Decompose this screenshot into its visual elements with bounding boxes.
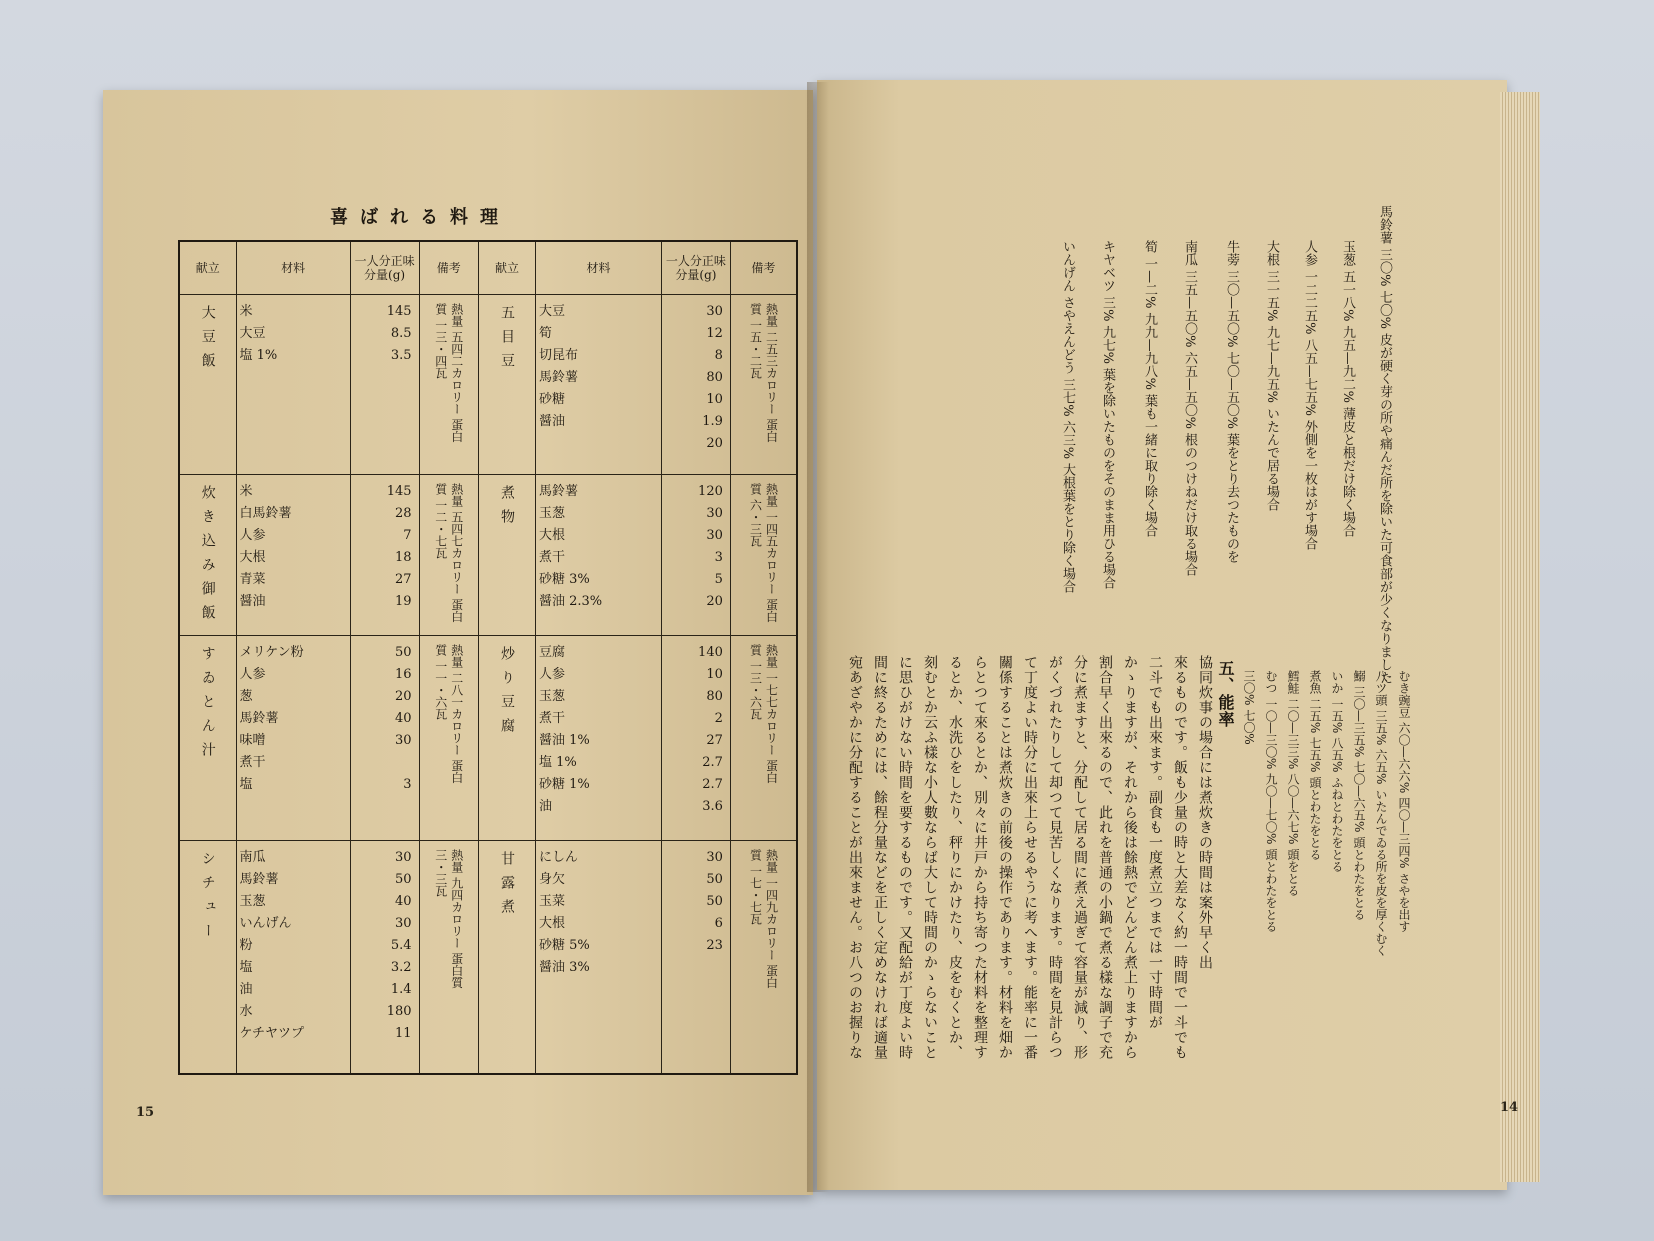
header-note: 備考 xyxy=(419,241,478,295)
body-line: に思ひがけない時間を要するものです。又配給が丁度よい時 xyxy=(897,655,913,1060)
amount: 30 xyxy=(706,506,723,521)
amount: 12 xyxy=(706,326,723,341)
ingredient: 砂糖 1% xyxy=(538,777,590,792)
body-line: 分に煮ますと、分配して居る間に煮え過ぎて容量が減り、形 xyxy=(1072,655,1088,1060)
ingredient: 馬鈴薯 xyxy=(538,484,578,499)
ingredient: 青菜 xyxy=(239,572,266,587)
amount: 145 xyxy=(386,484,412,499)
ingredient: 油 xyxy=(239,982,253,997)
header-ingredients-2: 材料 xyxy=(535,241,661,295)
amount: 2.7 xyxy=(702,777,723,792)
body-line: 關係することは煮炊きの前後の操作であります。材料を畑か xyxy=(997,655,1013,1060)
amount: 27 xyxy=(394,572,412,587)
waste-row: いんげん さやえんどう 三七% 六三% 大根葉をとり除く場合 xyxy=(1060,240,1075,594)
waste-row-b: 鱈鮭 二〇—三三% 八〇—六七% 頭をとる xyxy=(1286,670,1300,897)
amount: 1.4 xyxy=(390,982,412,997)
ingredient: 身欠 xyxy=(538,872,565,887)
amount-list xyxy=(665,301,727,455)
header-ingredients: 材料 xyxy=(236,241,350,295)
ingredient-list xyxy=(240,642,347,796)
amount: 3.5 xyxy=(390,348,412,363)
amount: 8.5 xyxy=(390,326,412,341)
amount: 10 xyxy=(706,667,723,682)
ingredient: 馬鈴薯 xyxy=(239,872,279,887)
ingredient: 水 xyxy=(239,1004,253,1019)
amount: 180 xyxy=(386,1004,412,1019)
amount: 2 xyxy=(714,711,723,726)
amount: 145 xyxy=(386,304,412,319)
section-heading: 五、能率 xyxy=(1216,660,1235,728)
amount: 50 xyxy=(394,872,412,887)
table-row xyxy=(179,295,797,475)
ingredient: 大豆 xyxy=(239,326,266,341)
header-amount: 一人分正味分量(g) xyxy=(350,241,419,295)
dish-name: シチュー xyxy=(199,851,216,947)
amount-list xyxy=(665,847,727,957)
amount: 18 xyxy=(394,550,412,565)
ingredient: 豆腐 xyxy=(538,645,565,660)
dish-name: 煮物 xyxy=(498,485,515,533)
page-number-right: 14 xyxy=(1500,1100,1519,1115)
amount: 8 xyxy=(714,348,723,363)
amount: 2.7 xyxy=(702,755,723,770)
ingredient: 玉葱 xyxy=(538,689,565,704)
amount: 50 xyxy=(394,645,412,660)
nutrition-note: 熱量 一七七カロリー 蛋白質 一三・六瓦 xyxy=(748,644,779,784)
ingredient: 大根 xyxy=(538,528,565,543)
ingredient: 塩 1% xyxy=(239,348,278,363)
amount-list xyxy=(354,642,416,796)
waste-row: 大根 三一五% 九七—九五% いたんで居る場合 xyxy=(1264,240,1279,512)
waste-row-b: むつ 一〇—三〇% 九〇—七〇% 頭とわたをとる xyxy=(1264,670,1278,933)
page-number-left: 15 xyxy=(136,1105,155,1120)
amount: 11 xyxy=(394,1026,412,1041)
ingredient: 米 xyxy=(239,484,253,499)
ingredient: にしん xyxy=(538,850,578,865)
ingredient-list xyxy=(240,301,347,367)
amount: 80 xyxy=(706,689,723,704)
ingredient: 砂糖 xyxy=(538,392,565,407)
amount xyxy=(354,752,416,774)
ingredient: 粉 xyxy=(239,938,253,953)
amount: 30 xyxy=(706,850,723,865)
ingredient-list xyxy=(539,301,658,433)
ingredient: 筍 xyxy=(538,326,552,341)
amount-list xyxy=(665,481,727,613)
page-stack-edge xyxy=(1500,92,1540,1182)
waste-row: 馬鈴薯 三〇% 七〇% 皮が硬く芽の所や痛んだ所を除いた可食部が少くなりました xyxy=(1377,205,1392,685)
amount: 1.9 xyxy=(702,414,723,429)
ingredient: 人参 xyxy=(239,667,266,682)
nutrition-note: 熱量 一四五カロリー 蛋白質 六・三瓦 xyxy=(748,483,779,623)
dish-name: 五目豆 xyxy=(498,305,515,377)
amount: 6 xyxy=(714,916,723,931)
amount: 50 xyxy=(706,872,723,887)
body-line: 宛あざやかに分配することが出來ません。お八つのお握りな xyxy=(847,655,863,1060)
ingredient-list xyxy=(539,847,658,979)
recipe-table xyxy=(178,240,798,1075)
ingredient: 馬鈴薯 xyxy=(239,711,279,726)
waste-row: 人参 一二二五% 八五—七五% 外側を一枚はがす場合 xyxy=(1302,240,1317,551)
ingredient: 玉葱 xyxy=(538,506,565,521)
ingredient-list xyxy=(539,481,658,613)
amount: 10 xyxy=(706,392,723,407)
header-dish: 献立 xyxy=(179,241,236,295)
waste-row-b: 三〇% 七〇% xyxy=(1242,670,1256,745)
amount: 19 xyxy=(394,594,412,609)
ingredient: 玉葱 xyxy=(239,894,266,909)
amount: 30 xyxy=(394,733,412,748)
ingredient: 醤油 3% xyxy=(538,960,590,975)
ingredient-list xyxy=(240,481,347,613)
ingredient: 馬鈴薯 xyxy=(538,370,578,385)
nutrition-note: 熱量 二八一カロリー 蛋白質 一一・六瓦 xyxy=(433,644,464,784)
amount: 27 xyxy=(706,733,723,748)
dish-name: 炊き込み御飯 xyxy=(199,485,216,629)
ingredient: メリケン粉 xyxy=(239,645,304,660)
ingredient: 煮干 xyxy=(538,550,565,565)
table-row xyxy=(179,475,797,636)
ingredient: 葱 xyxy=(239,689,253,704)
amount: 50 xyxy=(706,894,723,909)
body-line: がくづれたりして却つて見苦しくなります。時間を見計らつ xyxy=(1047,655,1063,1060)
body-line: 割合早く出來るので、此れを普通の小鍋で煮る樣な調子で充 xyxy=(1097,655,1113,1060)
body-line: て丁度よい時分に出來上らせるやうに考へます。能率に一番 xyxy=(1022,655,1038,1060)
body-line: 刻むとか云ふ樣な小人數ならば大して時間のかゝらないこと xyxy=(922,655,938,1060)
waste-row-b: 煮魚 二五% 七五% 頭とわたをとる xyxy=(1308,670,1322,861)
ingredient-list xyxy=(240,847,347,1045)
ingredient: 人参 xyxy=(239,528,266,543)
ingredient: 人参 xyxy=(538,667,565,682)
waste-row-b: いか 一五% 八五% ふねとわたをとる xyxy=(1330,670,1344,873)
amount-list xyxy=(354,847,416,1045)
ingredient: 南瓜 xyxy=(239,850,266,865)
amount: 140 xyxy=(698,645,723,660)
ingredient: 醤油 xyxy=(239,594,266,609)
amount: 80 xyxy=(706,370,723,385)
amount: 7 xyxy=(403,528,412,543)
amount: 3.2 xyxy=(390,960,412,975)
amount: 28 xyxy=(394,506,412,521)
waste-row: 筍 一—二% 九九—九八% 葉も一緒に取り除く場合 xyxy=(1142,240,1157,538)
header-amount-2: 一人分正味分量(g) xyxy=(661,241,730,295)
ingredient: 醤油 2.3% xyxy=(538,594,603,609)
nutrition-note: 熱量 五四七カロリー 蛋白質 一二・七瓦 xyxy=(433,483,464,623)
waste-row-b: むき豌豆 六〇—六六% 四〇—三四% さやを出す xyxy=(1397,670,1411,933)
ingredient: 塩 xyxy=(239,777,253,792)
ingredient: 大根 xyxy=(239,550,266,565)
amount: 120 xyxy=(698,484,723,499)
body-line: らとつて來るとか、別々に井戸から持ち寄つた材料を整理す xyxy=(972,655,988,1060)
ingredient: 煮干 xyxy=(239,755,266,770)
ingredient: 大豆 xyxy=(538,304,565,319)
nutrition-note: 熱量 二五三カロリー 蛋白質 一五・二瓦 xyxy=(748,303,779,443)
ingredient: 砂糖 3% xyxy=(538,572,590,587)
amount: 3 xyxy=(403,777,412,792)
nutrition-note: 熱量 一四九カロリー 蛋白質 一七・七瓦 xyxy=(748,849,779,989)
table-header-row xyxy=(179,241,797,295)
amount: 20 xyxy=(706,594,723,609)
page-title: 喜ばれる料理 xyxy=(330,207,510,228)
amount-list xyxy=(665,642,727,818)
nutrition-note: 熱量 五四二カロリー 蛋白質 一三・四瓦 xyxy=(433,303,464,443)
body-line: 來るものです。飯も少量の時と大差なく約一時間で一斗でも xyxy=(1172,655,1188,1060)
body-line: 二斗でも出來ます。副食も一度煮立つまでは一寸時間が xyxy=(1147,655,1163,1030)
ingredient: 味噌 xyxy=(239,733,266,748)
ingredient: ケチヤツプ xyxy=(239,1026,305,1041)
body-line: かゝりますが、それから後は餘熱でどんどん煮上りますから xyxy=(1122,655,1138,1060)
dish-name: 甘露煮 xyxy=(498,851,515,923)
ingredient: 玉菜 xyxy=(538,894,565,909)
amount: 30 xyxy=(706,304,723,319)
book-gutter xyxy=(807,82,829,1192)
ingredient: 醤油 1% xyxy=(538,733,590,748)
ingredient: 切昆布 xyxy=(538,348,578,363)
waste-row: キヤベツ 三% 九七% 葉を除いたものをそのまま用ひる場合 xyxy=(1100,240,1115,590)
amount: 30 xyxy=(394,916,412,931)
header-note-2: 備考 xyxy=(730,241,797,295)
waste-row-b: 八ツ頭 三五% 六五% いたんでゐる所を皮を厚くむく xyxy=(1374,670,1388,957)
amount: 20 xyxy=(394,689,412,704)
dish-name: 炒り豆腐 xyxy=(498,646,515,742)
amount: 30 xyxy=(706,528,723,543)
header-dish-2: 献立 xyxy=(478,241,535,295)
ingredient: 醤油 xyxy=(538,414,565,429)
amount: 5 xyxy=(714,572,723,587)
ingredient: いんげん xyxy=(239,916,292,931)
ingredient-list xyxy=(539,642,658,818)
waste-row: 玉葱 五一八% 九五—九二% 薄皮と根だけ除く場合 xyxy=(1340,240,1355,538)
table-row xyxy=(179,841,797,1075)
ingredient: 油 xyxy=(538,799,552,814)
amount: 3 xyxy=(714,550,723,565)
ingredient: 大根 xyxy=(538,916,565,931)
waste-row-b: 鰯 三〇—三五% 七〇—六五% 頭とわたをとる xyxy=(1352,670,1366,921)
body-line: 協同炊事の場合には煮炊きの時間は案外早く出 xyxy=(1197,655,1213,970)
amount: 30 xyxy=(394,850,412,865)
ingredient: 塩 1% xyxy=(538,755,577,770)
amount-list xyxy=(354,301,416,367)
ingredient: 米 xyxy=(239,304,253,319)
amount: 3.6 xyxy=(702,799,723,814)
table-row xyxy=(179,636,797,841)
waste-row: 牛蒡 三〇—五〇% 七〇—五〇% 葉をとり去つたものを xyxy=(1224,240,1239,564)
nutrition-note: 熱量 九四カロリー 蛋白質 三・三瓦 xyxy=(433,849,464,989)
body-line: るとか、水洗ひをしたり、秤りにかけたり、皮をむくとか、 xyxy=(947,655,963,1060)
amount: 5.4 xyxy=(390,938,412,953)
amount: 23 xyxy=(706,938,723,953)
amount: 20 xyxy=(706,436,723,451)
ingredient: 塩 xyxy=(239,960,253,975)
waste-row: 南瓜 三五—五〇% 六五—五〇% 根のつけねだけ取る場合 xyxy=(1182,240,1197,577)
ingredient: 砂糖 5% xyxy=(538,938,590,953)
amount: 40 xyxy=(394,711,412,726)
amount: 16 xyxy=(394,667,412,682)
dish-name: すゐとん汁 xyxy=(199,646,216,766)
amount: 40 xyxy=(394,894,412,909)
dish-name: 大豆飯 xyxy=(199,305,216,377)
amount-list xyxy=(354,481,416,613)
ingredient: 白馬鈴薯 xyxy=(239,506,292,521)
body-line: 間に終るためには、餘程分量などを正しく定めなければ適量 xyxy=(872,655,888,1060)
ingredient: 煮干 xyxy=(538,711,565,726)
